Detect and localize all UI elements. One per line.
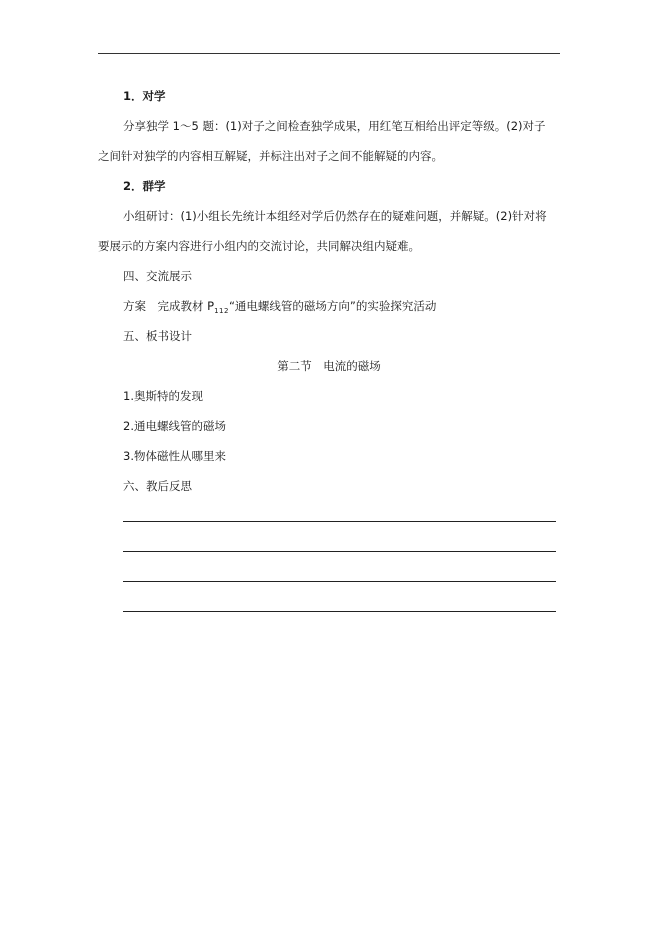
- qunxue-paragraph-line-1: 小组研讨：(1)小组长先统计本组经对学后仍然存在的疑难问题，并解疑。(2)针对将: [123, 209, 547, 223]
- qunxue-paragraph-line-2: 要展示的方案内容进行小组内的交流讨论，共同解决组内疑难。: [98, 239, 420, 253]
- header-rule: [98, 53, 560, 54]
- reflection-blank-line-3: [123, 581, 556, 582]
- reflection-blank-line-1: [123, 521, 556, 522]
- plan-suffix: “通电螺线管的磁场方向”的实验探究活动: [228, 299, 437, 313]
- reflection-blank-line-4: [123, 611, 556, 612]
- duixue-paragraph-line-2: 之间针对独学的内容相互解疑，并标注出对子之间不能解疑的内容。: [98, 149, 443, 163]
- exchange-heading: 四、交流展示: [123, 269, 192, 283]
- duixue-heading: 1．对学: [123, 89, 166, 103]
- qunxue-heading: 2．群学: [123, 179, 166, 193]
- duixue-paragraph-line-1: 分享独学 1～5 题：(1)对子之间检查独学成果，用红笔互相给出评定等级。(2)对子: [123, 119, 546, 133]
- board-item-3: 3.物体磁性从哪里来: [123, 449, 226, 463]
- board-title: 第二节 电流的磁场: [277, 359, 381, 373]
- board-item-1: 1.奥斯特的发现: [123, 389, 203, 403]
- plan-prefix: 方案 完成教材 P: [123, 299, 215, 313]
- board-item-2: 2.通电螺线管的磁场: [123, 419, 226, 433]
- reflection-heading: 六、教后反思: [123, 479, 192, 493]
- board-heading: 五、板书设计: [123, 329, 192, 343]
- reflection-blank-line-2: [123, 551, 556, 552]
- plan-line: [123, 298, 436, 319]
- plan-page-subscript: 112: [214, 307, 229, 315]
